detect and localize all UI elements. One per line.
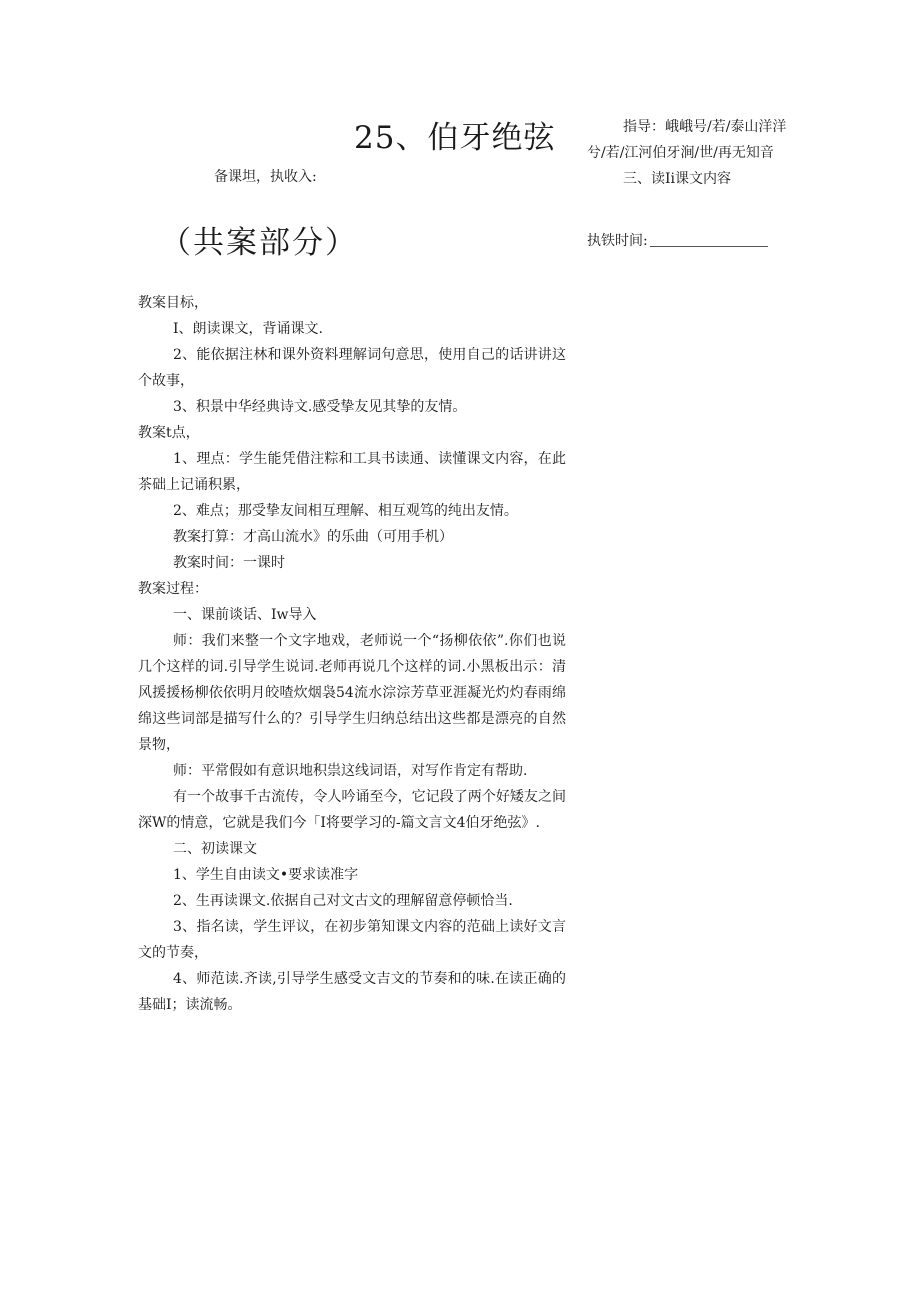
body-paragraph: 有一个故事千古流传，令人吟诵至今，它记段了两个好矮友之间深W的情意，它就是我们今「I将要学习的-篇文言文4伯牙绝弦》. [138,789,566,831]
body-paragraph: 2、难点；那受挚友间相互理解、相互观笃的纯出友情。 [173,503,518,519]
guide-note: 指导：峨峨号/若/泰山洋洋兮/若/江河伯牙涧/世/再无知音 [587,119,787,161]
body-paragraph: 2、生再读课文.依据自己对文古文的理解留意停顿恰当. [173,893,513,909]
body-paragraph: 教案打算：才高山流水》的乐曲（可用手机） [173,529,453,545]
body-paragraph: 教案t点， [138,425,200,441]
body-paragraph: 师：平常假如有意识地积祟这线词语，对写作肯定有帮助. [173,763,528,779]
exec-time-field [587,228,797,254]
exec-time-blank [650,246,768,247]
body-paragraph: 一、课前谈话、Iw导入 [173,607,317,623]
spacer [587,192,797,228]
body-paragraph: 1、理点：学生能凭借注粽和工具书读通、读懂课文内容，在此茶础上记诵积累， [138,451,566,493]
step-three-note: 三、读Ii课文内容 [623,171,732,187]
body-paragraph: 3、积景中华经典诗文.感受挚友见其挚的友情。 [173,399,467,415]
body-paragraph: 4、师范读.齐读,引导学生感受文吉文的节奏和的味.在读正确的基础I；读流畅。 [138,971,566,1013]
prep-line: 备课坦，执收入: [214,169,317,185]
body-paragraph: 3、指名读，学生评议，在初步第知课文内容的范础上读好文言文的节奏， [138,919,566,961]
section-subtitle: （共案部分） [160,225,358,261]
body-paragraph: I、朗读课文，背诵课文. [173,321,323,337]
body-paragraph: 教案时间：一课时 [173,555,285,571]
body-paragraph: 2、能依据注林和课外资料理解词句意思，使用自己的话讲讲这个故事， [138,347,566,389]
lesson-body [138,290,566,1018]
side-notes [587,114,797,254]
lesson-title: 25、伯牙绝弦 [354,120,556,156]
exec-time-label: 执铁时间: [587,233,648,249]
body-paragraph: 师：我们来整一个文字地戏，老师说一个“扬柳依依”.你们也说几个这样的词.引导学生说词.老师再说几个这样的词.小黑板出示：清风援援杨柳依依明月皎喳炊烟袅54流水淙淙芳草亚涯凝光灼灼春雨绵绵这些词部是描写什么的？引导学生归纳总结出这些都是漂亮的自然景物， [138,633,566,753]
body-paragraph: 二、初读课文 [173,841,257,857]
body-paragraph: 1、学生自由读文•要求读准字 [173,867,359,883]
body-paragraph: 教案目标， [138,295,208,311]
body-paragraph: 教案过程： [138,581,208,597]
